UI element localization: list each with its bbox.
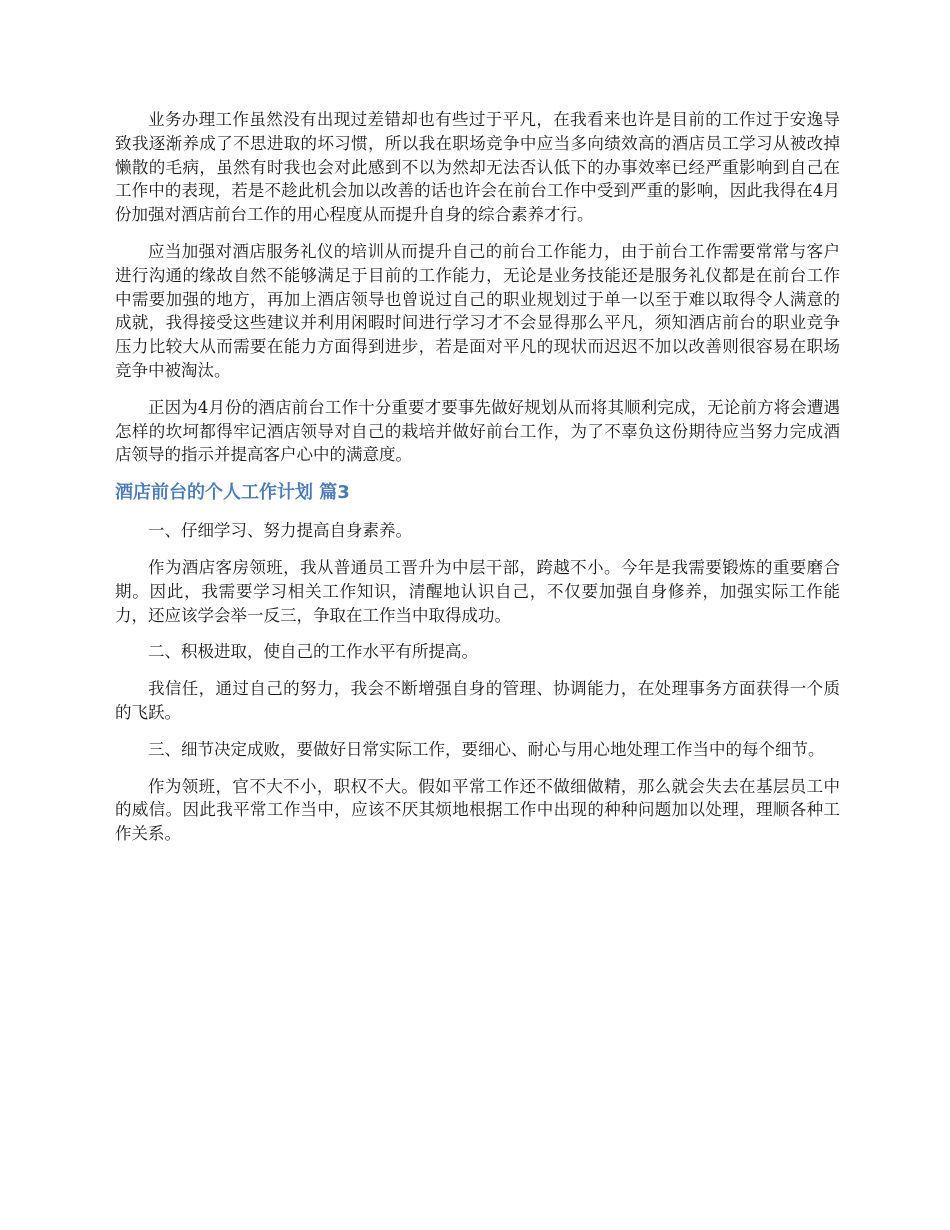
paragraph-self-improvement: 我信任，通过自己的努力，我会不断增强自身的管理、协调能力，在处理事务方面获得一个质的飞跃。 [115, 679, 840, 722]
paragraph-supervisor-role: 作为酒店客房领班，我从普通员工晋升为中层干部，跨越不小。今年是我需要锻炼的重要磨合期。因此，我需要学习相关工作知识，清醒地认识自己，不仅要加强自身修养，加强实际工作能力，还应该学会举一反三，争取在工作当中取得成功。 [115, 557, 840, 625]
section-heading: 酒店前台的个人工作计划 篇3 [115, 482, 350, 504]
paragraph-etiquette-training: 应当加强对酒店服务礼仪的培训从而提升自己的前台工作能力，由于前台工作需要常常与客户进行沟通的缘故自然不能够满足于目前的工作能力，无论是业务技能还是服务礼仪都是在前台工作中需要加强的地方，再加上酒店领导也曾说过自己的职业规划过于单一以至于难以取得令人满意的成就，我得接受这些建议并利用闲暇时间进行学习才不会显得那么平凡，须知酒店前台的职业竞争压力比较大从而需要在能力方面得到进步，若是面对平凡的现状而迟迟不加以改善则很容易在职场竞争中被淘汰。 [115, 241, 840, 380]
document-page [115, 108, 840, 859]
paragraph-point-two: 二、积极进取，使自己的工作水平有所提高。 [148, 642, 478, 662]
paragraph-point-one: 一、仔细学习、努力提高自身素养。 [148, 521, 412, 541]
paragraph-work-details: 作为领班，官不大不小，职权不大。假如平常工作还不做细做精，那么就会失去在基层员工中的威信。因此我平常工作当中，应该不厌其烦地根据工作中出现的种种问题加以处理，理顺各种工作关系。 [115, 776, 840, 844]
paragraph-point-three: 三、细节决定成败，要做好日常实际工作，要细心、耐心与用心地处理工作当中的每个细节。 [148, 739, 825, 759]
paragraph-april-plan: 正因为4月份的酒店前台工作十分重要才要事先做好规划从而将其顺利完成，无论前方将会遭遇怎样的坎坷都得牢记酒店领导对自己的栽培并做好前台工作，为了不辜负这份期待应当努力完成酒店领导的指示并提高客户心中的满意度。 [115, 397, 840, 465]
paragraph-efficiency: 业务办理工作虽然没有出现过差错却也有些过于平凡，在我看来也许是目前的工作过于安逸导致我逐渐养成了不思进取的坏习惯，所以我在职场竞争中应当多向绩效高的酒店员工学习从被改掉懒散的毛病，虽然有时我也会对此感到不以为然却无法否认低下的办事效率已经严重影响到自己在工作中的表现，若是不趁此机会加以改善的话也许会在前台工作中受到严重的影响，因此我得在4月份加强对酒店前台工作的用心程度从而提升自身的综合素养才行。 [115, 110, 840, 225]
